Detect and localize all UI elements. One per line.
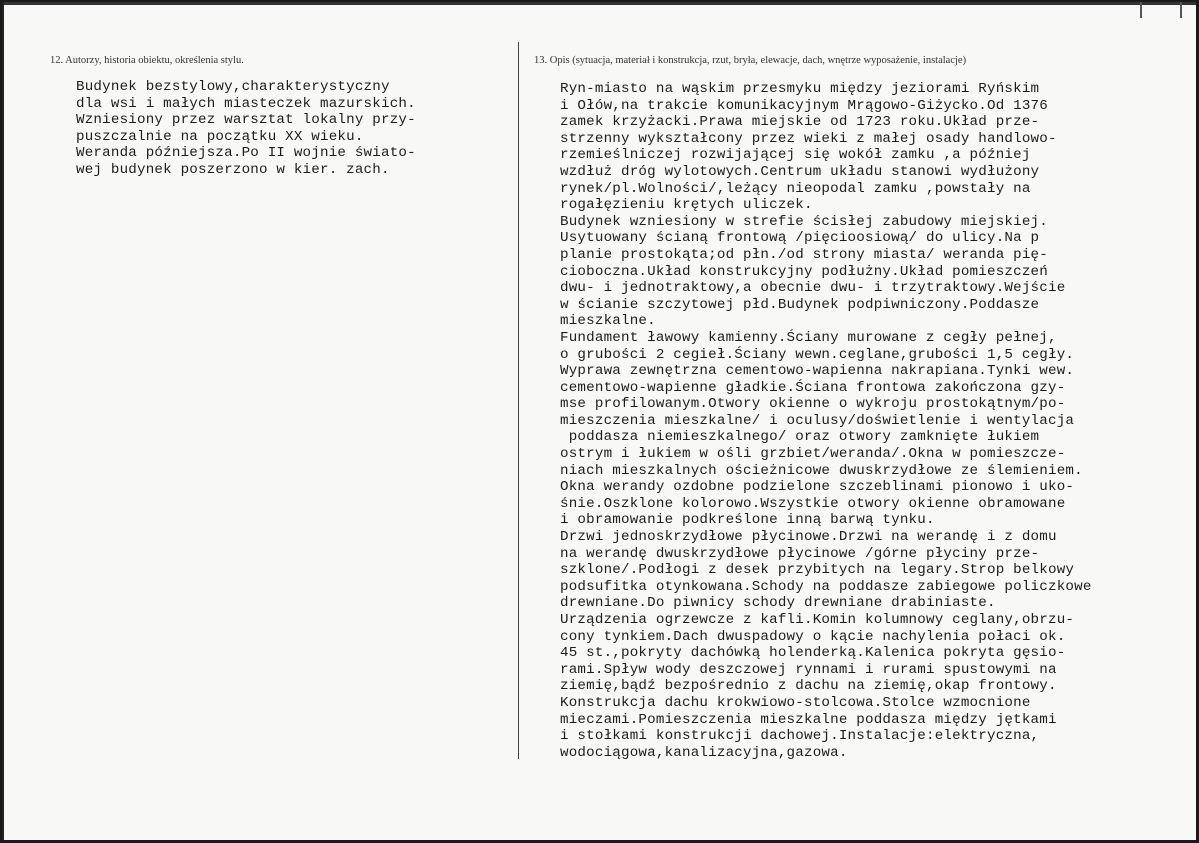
- typed-line: wej budynek poszerzono w kier. zach.: [76, 161, 390, 178]
- section-13-typed-text: [560, 81, 1092, 761]
- typed-line: 45 st.,pokryty dachówką holenderką.Kalenica pokryta gęsio-: [560, 645, 1066, 662]
- typed-line: Ryn-miasto na wąskim przesmyku między jeziorami Ryńskim: [560, 81, 1040, 97]
- section-12-typed-text: [76, 79, 416, 179]
- edge-mark: [1140, 2, 1142, 18]
- typed-line: poddasza niemieszkalnego/ oraz otwory zamknięte łukiem: [560, 429, 1040, 446]
- typed-line: w ścianie szczytowej płd.Budynek podpiwniczony.Poddasze: [560, 296, 1040, 313]
- typed-line: puszczalnie na początku XX wieku.: [76, 128, 364, 145]
- typed-line: Weranda późniejsza.Po II wojnie świato-: [76, 145, 416, 162]
- typed-line: mieszczenia mieszkalne/ i oculusy/doświetlenie i wentylacja: [560, 412, 1075, 429]
- typed-line: i stołkami konstrukcji dachowej.Instalacje:elektryczna,: [560, 728, 1040, 745]
- document-sheet: [2, 2, 1196, 840]
- typed-line: Wyprawa zewnętrzna cementowo-wapienna nakrapiana.Tynki wew.: [560, 363, 1075, 380]
- typed-line: cementowo-wapienne gładkie.Ściana frontowa zakończona gzy-: [560, 379, 1066, 396]
- typed-line: Konstrukcja dachu krokwiowo-stolcowa.Stolce wzmocnione: [560, 694, 1031, 711]
- typed-line: Urządzenia ogrzewcze z kafli.Komin kolumnowy ceglany,obrzu-: [560, 612, 1075, 628]
- typed-line: śnie.Oszklone kolorowo.Wszystkie otwory okienne obramowane: [560, 495, 1066, 512]
- typed-line: dwu- i jednotraktowy,a obecnie dwu- i trzytraktowy.Wejście: [560, 280, 1066, 297]
- typed-line: strzenny wykształcony przez wieki z małej osady handlowo-: [560, 130, 1057, 147]
- typed-line: mieczami.Pomieszczenia mieszkalne poddasza między jętkami: [560, 711, 1057, 728]
- typed-line: Drzwi jednoskrzydłowe płycinowe.Drzwi na werandę i z domu: [560, 529, 1057, 546]
- typed-line: o grubości 2 cegieł.Ściany wewn.ceglane,grubości 1,5 cegły.: [560, 346, 1075, 363]
- typed-line: mse profilowanym.Otwory okienne o wykroju prostokątnym/po-: [560, 396, 1066, 413]
- typed-line: drewniane.Do piwnicy schody drewniane drabiniaste.: [560, 595, 996, 612]
- section-13-label: 13. Opis (sytuacja, materiał i konstrukcja, rzut, bryła, elewacje, dach, wnętrze wyposażenie, instalacje): [534, 55, 967, 66]
- typed-line: Usytuowany ścianą frontową /pięcioosiową/ do ulicy.Na p: [560, 230, 1040, 247]
- typed-line: zamek krzyżacki.Prawa miejskie od 1723 roku.Układ prze-: [560, 114, 1040, 131]
- edge-mark: [1180, 2, 1182, 18]
- typed-line: wzdłuż dróg wylotowych.Centrum układu stanowi wydłużony: [560, 163, 1040, 180]
- typed-line: rami.Spływ wody deszczowej rynnami i rurami spustowymi na: [560, 661, 1057, 678]
- typed-line: niach mieszkalnych ościeżnicowe dwuskrzydłowe ze ślemieniem.: [560, 462, 1083, 479]
- section-12-label: 12. Autorzy, historia obiektu, określenia stylu.: [50, 55, 244, 66]
- typed-line: i obramowanie podkreślone inną barwą tynku.: [560, 512, 935, 529]
- typed-line: Budynek wzniesiony w strefie ścisłej zabudowy miejskiej.: [560, 213, 1048, 230]
- typed-line: wodociągowa,kanalizacyjna,gazowa.: [560, 744, 848, 761]
- typed-line: podsufitka otynkowana.Schody na poddasze zabiegowe policzkowe: [560, 578, 1092, 595]
- typed-line: rogałęzieniu krętych uliczek.: [560, 197, 813, 214]
- typed-line: planie prostokąta;od płn./od strony miasta/ weranda pię-: [560, 246, 1048, 263]
- typed-line: Fundament ławowy kamienny.Ściany murowane z cegły pełnej,: [560, 329, 1057, 346]
- typed-line: Budynek bezstylowy,charakterystyczny: [76, 79, 390, 95]
- typed-line: cioboczna.Układ konstrukcyjny podłużny.Układ pomieszczeń: [560, 263, 1048, 280]
- typed-line: na werandę dwuskrzydłowe płycinowe /górne płyciny prze-: [560, 545, 1040, 562]
- typed-line: i Ołów,na trakcie komunikacyjnym Mrągowo-Giżycko.Od 1376: [560, 97, 1048, 114]
- typed-line: ziemię,bądź bezpośrednio z dachu na ziemię,okap frontowy.: [560, 678, 1057, 695]
- typed-line: cony tynkiem.Dach dwuspadowy o kącie nachylenia połaci ok.: [560, 628, 1066, 645]
- typed-line: rzemieślniczej rozwijającej się wokół zamku ,a później: [560, 147, 1031, 164]
- typed-line: mieszkalne.: [560, 313, 656, 330]
- typed-line: Okna werandy ozdobne podzielone szczeblinami pionowo i uko-: [560, 479, 1075, 496]
- typed-line: szklone/.Podłogi z desek przybitych na legary.Strop belkowy: [560, 562, 1075, 579]
- typed-line: Wzniesiony przez warsztat lokalny przy-: [76, 112, 416, 129]
- typed-line: ostrym i łukiem w ośli grzbiet/weranda/.Okna w pomieszcze-: [560, 446, 1066, 463]
- column-divider: [518, 42, 519, 759]
- top-border: [4, 2, 1196, 5]
- typed-line: rynek/pl.Wolności/,leżący nieopodal zamku ,powstały na: [560, 180, 1031, 197]
- typed-line: dla wsi i małych miasteczek mazurskich.: [76, 95, 416, 112]
